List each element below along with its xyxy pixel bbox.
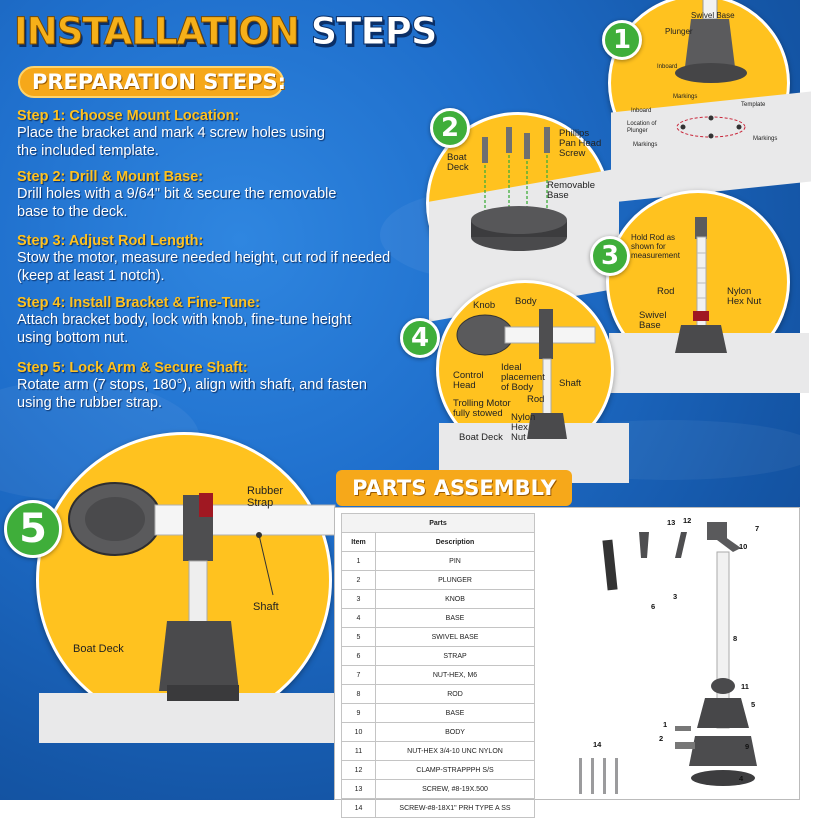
step-title: Step 4: Install Bracket & Fine-Tune: <box>17 295 261 311</box>
label-removable-base: Removable Base <box>547 180 596 201</box>
parts-table-body <box>342 552 535 818</box>
part-number-9: 9 <box>745 742 750 751</box>
title-part-steps: STEPS <box>310 10 437 53</box>
label-template: Template <box>741 102 766 108</box>
parts-table <box>341 513 535 818</box>
part-number-5: 5 <box>751 700 756 709</box>
parts-item-number: 11 <box>342 742 376 761</box>
step-title: Step 2: Drill & Mount Base: <box>17 169 204 185</box>
step-body: Stow the motor, measure needed height, cut rod if needed (keep at least 1 notch). <box>17 250 391 284</box>
parts-table-row <box>342 609 535 628</box>
parts-table-row <box>342 723 535 742</box>
parts-item-description: KNOB <box>376 590 535 609</box>
label-boat-deck: Boat Deck <box>73 643 124 655</box>
parts-item-number: 1 <box>342 552 376 571</box>
step-body: Place the bracket and mark 4 screw holes using the included template. <box>17 125 325 159</box>
part-number-1: 1 <box>663 720 668 729</box>
parts-item-description: ROD <box>376 685 535 704</box>
parts-item-number: 13 <box>342 780 376 799</box>
part-number-4: 4 <box>739 774 744 783</box>
step-badge-1: 1 <box>602 20 642 60</box>
rod-measure-illustration <box>609 193 793 377</box>
step-5-diagram <box>36 432 332 728</box>
part-number-2: 2 <box>659 734 664 743</box>
part-number-12: 12 <box>683 516 692 525</box>
label-rod: Rod <box>527 394 545 405</box>
parts-item-description: NUT-HEX 3/4-10 UNC NYLON <box>376 742 535 761</box>
label-shaft: Shaft <box>559 378 582 389</box>
parts-item-description: SCREW-#8-18X1" PRH TYPE A SS <box>376 799 535 818</box>
step-body: Drill holes with a 9/64" bit & secure the removable base to the deck. <box>17 186 337 220</box>
parts-table-row <box>342 780 535 799</box>
parts-table-row <box>342 552 535 571</box>
parts-item-number: 4 <box>342 609 376 628</box>
parts-item-description: BASE <box>376 609 535 628</box>
label-swivel-base: Swivel Base <box>639 310 667 331</box>
label-rod: Rod <box>657 286 675 297</box>
preparation-steps-banner: PREPARATION STEPS: <box>18 66 284 98</box>
part-number-14: 14 <box>593 740 602 749</box>
label-control-head: Control Head <box>453 370 484 391</box>
label-plunger: Plunger <box>665 27 693 36</box>
parts-item-number: 3 <box>342 590 376 609</box>
step-badge-5: 5 <box>4 500 62 558</box>
parts-item-description: BODY <box>376 723 535 742</box>
part-number-10: 10 <box>739 542 748 551</box>
label-boat-deck: Boat Deck <box>447 152 469 173</box>
parts-item-description: NUT-HEX, M6 <box>376 666 535 685</box>
label-markings: Markings <box>673 94 698 100</box>
parts-table-row <box>342 647 535 666</box>
label-knob: Knob <box>473 300 496 311</box>
step-badge-4: 4 <box>400 318 440 358</box>
label-phillips-screw: Phillips Pan Head Screw <box>559 128 602 159</box>
parts-item-description: PIN <box>376 552 535 571</box>
parts-item-description: BASE <box>376 704 535 723</box>
step-body: Rotate arm (7 stops, 180°), align with shaft, and fasten using the rubber strap. <box>17 377 367 411</box>
step-5 <box>17 360 407 412</box>
label-shaft: Shaft <box>253 601 279 613</box>
parts-item-number: 9 <box>342 704 376 723</box>
step-4-diagram <box>436 280 614 458</box>
step-title: Step 1: Choose Mount Location: <box>17 108 240 124</box>
parts-item-description: CLAMP-STRAPPPH S/S <box>376 761 535 780</box>
label-hold-rod: Hold Rod as shown for measurement <box>631 233 680 260</box>
parts-table-row <box>342 628 535 647</box>
page-title <box>14 10 437 53</box>
part-number-13: 13 <box>667 518 676 527</box>
parts-table-row <box>342 742 535 761</box>
parts-item-number: 2 <box>342 571 376 590</box>
parts-item-number: 12 <box>342 761 376 780</box>
step-badge-3: 3 <box>590 236 630 276</box>
label-inboard: Inboard <box>657 64 678 70</box>
step-2 <box>17 169 407 221</box>
parts-table-row <box>342 571 535 590</box>
parts-table-row <box>342 666 535 685</box>
label-trolling-motor: Trolling Motor fully stowed <box>453 398 511 419</box>
arm-strap-illustration <box>39 435 335 731</box>
parts-item-description: STRAP <box>376 647 535 666</box>
parts-table-row <box>342 704 535 723</box>
parts-item-number: 14 <box>342 799 376 818</box>
parts-panel <box>334 507 800 812</box>
step-1 <box>17 108 407 160</box>
parts-table-row <box>342 685 535 704</box>
label-ideal-placement: Ideal placement of Body <box>501 362 545 393</box>
parts-table-row <box>342 590 535 609</box>
parts-item-number: 8 <box>342 685 376 704</box>
step-3 <box>17 233 407 285</box>
label-markings: Markings <box>633 142 658 148</box>
label-markings: Markings <box>753 136 778 142</box>
label-inboard: Inboard <box>631 108 652 114</box>
header-item: Item <box>342 533 376 552</box>
part-number-3: 3 <box>673 592 678 601</box>
step-4 <box>17 295 407 347</box>
label-boat-deck: Boat Deck <box>459 432 503 443</box>
header-description: Description <box>376 533 535 552</box>
parts-item-description: SCREW, #8-19X.500 <box>376 780 535 799</box>
label-swivel-base: Swivel Base <box>691 11 735 20</box>
parts-item-description: SWIVEL BASE <box>376 628 535 647</box>
parts-item-description: PLUNGER <box>376 571 535 590</box>
parts-item-number: 5 <box>342 628 376 647</box>
exploded-view-illustration <box>545 508 795 798</box>
step-body: Attach bracket body, lock with knob, fine-tune height using bottom nut. <box>17 312 352 346</box>
parts-item-number: 7 <box>342 666 376 685</box>
label-nylon-hex-nut: Nylon Hex Nut <box>727 286 762 307</box>
step-3-diagram <box>606 190 790 374</box>
step-badge-2: 2 <box>430 108 470 148</box>
label-nylon-hex-nut: Nylon Hex Nut <box>511 412 536 443</box>
parts-table-caption: Parts <box>342 514 535 533</box>
parts-item-number: 6 <box>342 647 376 666</box>
parts-table-row <box>342 761 535 780</box>
step-title: Step 3: Adjust Rod Length: <box>17 233 204 249</box>
part-number-11: 11 <box>741 682 749 691</box>
label-location-of-plunger: Location of Plunger <box>627 121 657 134</box>
part-number-7: 7 <box>755 524 760 533</box>
step-title: Step 5: Lock Arm & Secure Shaft: <box>17 360 248 376</box>
part-number-6: 6 <box>651 602 656 611</box>
part-number-8: 8 <box>733 634 738 643</box>
parts-item-number: 10 <box>342 723 376 742</box>
parts-assembly-banner: PARTS ASSEMBLY <box>336 470 572 506</box>
parts-table-row <box>342 799 535 818</box>
title-part-installation: INSTALLATION <box>14 10 299 53</box>
label-rubber-strap: Rubber Strap <box>247 485 284 509</box>
label-body: Body <box>515 296 537 307</box>
